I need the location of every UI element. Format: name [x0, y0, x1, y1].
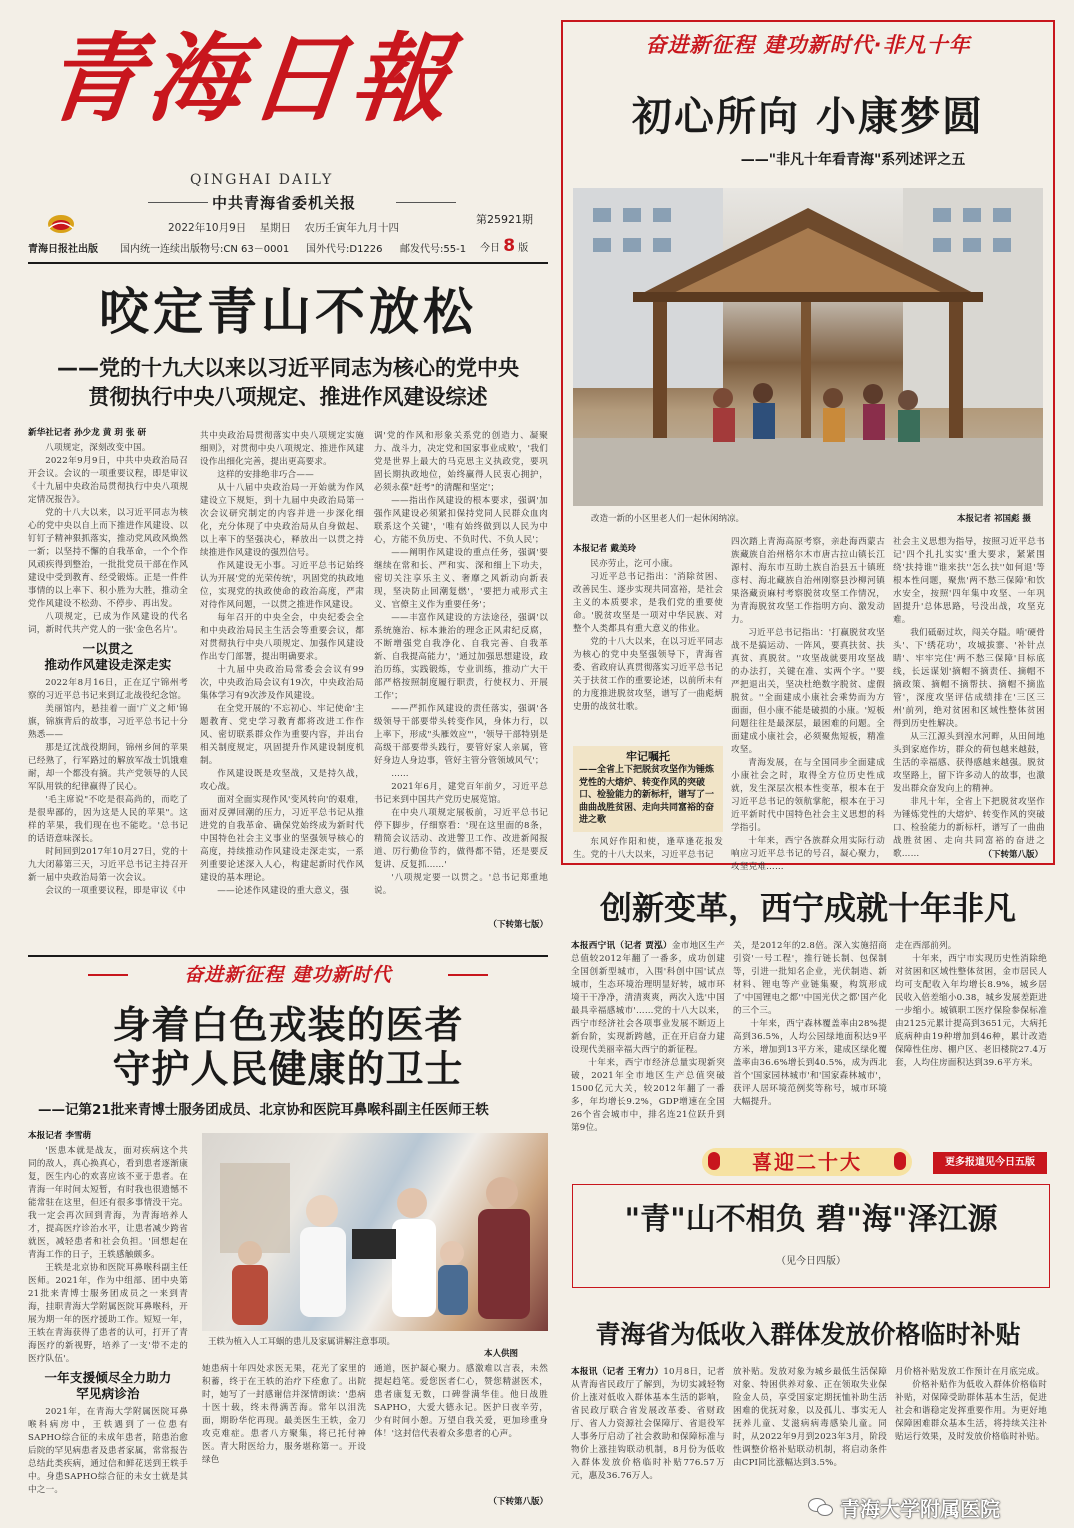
party-organ: 中共青海省委机关报: [212, 194, 357, 212]
doctor-subhead: ——记第21批来青博士服务团成员、北京协和医院耳鼻喉科副主任医师王轶: [38, 1102, 489, 1118]
watermark-text: 青海大学附属医院: [840, 1496, 1000, 1521]
doctor-section-title: 一年支援倾尽全力助力 罕见病诊治: [44, 1370, 172, 1401]
feature-subhead: ——"非凡十年看青海"系列述评之五: [740, 152, 966, 168]
feature-column-1b: 东风好作阳和使，逢草逢花报发生。党的十八大以来，习近平总书记: [573, 837, 723, 860]
doctor-banner-text: 奋进新征程 建功新时代: [128, 961, 448, 989]
doctor-column-1: '医患本就是战友，面对疾病这个共同的敌人，真心换真心，看到患者逐渐康复，医生内心的欢喜应该不亚于患者。在青海一年时间太短暂，有时我也很遗憾不能常驻在这里，但还有很多事情没干完。我一定会再次回到青海，为青海培养人才，提高医疗诊治水平，让患者减少跨省就医，减轻患者和社会负担。'回想起在青海工作的日子，王轶感触颇多。 王轶是北京协和医院耳鼻喉科副主任医师。2021年，作为中组部、团中央第21批来青博士服务团成员之一来到青海，挂职青海大学附属医院耳鼻喉科，开展为期一年的医疗援助工作。短短一年，王轶在青海获得了患者的认可，打开了青海医疗的新视野，培养了一支'带不走的医疗队伍'。 一年支援倾尽全力助力 罕见病诊治 2021年，在青海大学附属医院耳鼻喉科病房中，王轶遇到了一位患有SAPHO综合征的未成年患者，陪患治愈后院的罕见病患者及患者家属，常常报告总结此类疾病，通过信和鲜花送到王轶手中。身患SAPHO综合征的未女士就是其中之一。: [28, 1146, 188, 1495]
subsidy-column-1: 本报讯（记者 王宥力）10月8日，记者从青海省民政厅了解到，为切实减轻物价上涨对低收入群体基本生活的影响，省民政厅联合省发展改革委、省财政厅、省人力资源社会保障厅、省退役军人事务厅启动了社会救助和保障标准与物价上涨挂钩联动机制，8月份为低收入群体发放价格临时补贴776.57万元，惠及36.76万人。: [571, 1367, 725, 1481]
pull-quote-text: ——全省上下把脱贫攻坚作为锤炼党性的大熔炉、转变作风的突破口、检验能力的新标杆，谱写了一曲曲战胜贫困、走向共同富裕的奋进之歌: [579, 765, 715, 825]
lead-section-title: 一以贯之 推动作风建设走深走实: [44, 641, 172, 672]
doctor-column-2: 她患病十年四处求医无果，花光了家里的积蓄，终于在王轶的治疗下痊愈了。出院时，她写了一封感谢信并深情朗读：'患病十医十载，终未得满苦海。常年以泪洗面，期盼华佗再现。最美医生王轶，金刀攻克难症。患者八方聚集，将已托付神医。青大附医给力，服务堪称第一。开设绿色: [202, 1364, 366, 1465]
congress-box: [572, 1148, 1050, 1308]
feature-pull-quote: [573, 746, 723, 832]
pull-quote-title: 牢记嘱托: [626, 750, 670, 763]
doctor-byline: 本报记者 李雪萌: [28, 1131, 92, 1141]
feature-photo-scene: [573, 188, 1043, 506]
xining-article: [561, 880, 1055, 1180]
feature-continued: （下转第八版）: [983, 850, 1043, 860]
sun-emblem-icon: [46, 210, 76, 234]
feature-headline: 初心所向 小康梦圆: [632, 93, 984, 140]
subsidy-headline: 青海省为低收入群体发放价格临时补贴: [595, 1320, 1021, 1349]
feature-column-3: 社会主义思想为指导，按照习近平总书记'四个扎扎实实'重大要求，紧紧围绕'扶持谁''谁来扶''怎么扶''如何退'等根本性问题，聚焦'两不愁三保障'和饮水安全，按照'四年集中攻坚、一年巩固提升'总体思路，号没出战，攻坚克难。 我们砥砺过坎，闯关夺隘。啃'硬骨头'、下'绣花功'，攻城拔寨、'补针点睛'、牢牢完住'两不愁三保障'目标底线，长远谋划'摘帽不摘责任、摘帽不摘政策、摘帽不摘帮扶、摘帽不摘监管'，深度攻坚评估成绩排在'三区三州'前列，绝对贫困和区域性整体贫困得到历史性解决。 从三江源头到湟水河畔，从田间地头到家庭作坊，群众的荷包越来越鼓，生活的幸福感、获得感越来越强。脱贫攻坚路上，留下许多动人的故事，也激发出群众奋发向上的精神。 非凡十年，全省上下把脱贫攻坚作为锤炼党性的大熔炉、转变作风的突破口、检验能力的新标杆，谱写了一曲曲战胜贫困、走向共同富裕的奋进之歌……: [893, 537, 1045, 859]
lead-subhead-2: 贯彻执行中央八项规定、推进作风建设综述: [88, 385, 488, 409]
doctor-headline-1: 身着白色戎装的医者: [112, 1002, 464, 1047]
feature-banner: 奋进新征程 建功新时代·非凡十年: [645, 33, 971, 57]
congress-banner-text: 喜迎二十大: [752, 1150, 862, 1174]
lantern-right-icon: [894, 1152, 906, 1170]
lead-column-2: 共中央政治局贯彻落实中央八项规定实施细则》，对贯彻中央八项规定、推进作风建设作出细化完善，提出更高要求。 这样的安排绝非巧合—— 从十八届中央政治局一开始就为作风建设立下规矩，到十九届中央政治局第一次会议研究制定的内容并进一步深化细化，充分体现了中央政治局从自身做起、以上率下的坚强决心，释放出一以贯之持续推进作风建设的强烈信号。 作风建设无小事。习近平总书记始终认为开展'党的光荣传统'，巩固党的执政地位，实现党的执政使命的政治高度，严肃对待作风问题，一以贯之推进作风建设。 每年召开的中央全会，中央纪委会全和中央政治局民主生活会等重要会议，都对贯彻执行中央八项规定、加强作风建设作出专门部署，提出明确要求。 十九届中央政治局常委会会议有99次，中央政治局会议有19次，中央政治局集体学习有9次涉及作风建设。 在全党开展的'不忘初心、牢记使命'主题教育、党史学习教育都将改进工作作风、密切联系群众作为重要内容，并出台相关制度规定，巩固提升作风建设制度机制。 作风建设既是攻坚战，又是持久战，攻心战。 面对全面实现作风'变风转向'的艰难，面对反弹回潮的压力，习近平总书记从推进党的自我革命、确保党始终成为新时代中国特色社会主义事业的坚强领导核心的高度，持续推动作风建设走深走实，一系列重要论述深入人心，构建起新时代作风建设的基本理论。 ——论述作风建设的重大意义，强: [200, 431, 364, 896]
feature-column-1: 民亦劳止，汔可小康。 习近平总书记指出：'消除贫困、改善民生、逐步实现共同富裕，是社会主义的本质要求，是我们党的重要使命。'脱贫攻坚是一项对中华民族、对整个人类都具有重大意义的伟业。 党的十八大以来，在以习近平同志为核心的党中央坚强领导下，青海省委、省政府认真贯彻落实习近平总书记关于扶贫工作的重要论述，以前所未有的力度推进脱贫攻坚，谱写了一曲彪炳史册的战贫壮歌。: [573, 559, 723, 712]
issue-date: 2022年10月9日: [168, 222, 247, 234]
weekday: 星期日: [259, 222, 292, 234]
xining-headline: 创新变革，西宁成就十年非凡: [599, 889, 1016, 927]
feature-byline: 本报记者 戴美玲: [573, 544, 637, 554]
postal-code: 邮发代号:55-1: [400, 244, 467, 255]
serial-number: 国内统一连续出版物号:CN 63－0001: [120, 244, 290, 255]
subsidy-column-2: 放补贴。发放对象为城乡最低生活保障对象、特困供养对象、正在领取失业保险金人员，享受国家定期抚恤补助生活困难的优抚对象，以及孤儿、事实无人抚养儿童、艾滋病病毒感染儿童。同时，从2022年9月到2023年3月，阶段性调整价格补贴联动机制，将启动条件由CPI同比涨幅达到3.5%。: [733, 1367, 887, 1468]
date-line: [168, 220, 399, 235]
feature-photo-caption: 改造一新的小区里老人们一起休闲纳凉。: [591, 514, 745, 524]
xining-column-3: 走在西部前列。 十年来，西宁市实现历史性消除绝对贫困和区域性整体贫困，金市居民人均可支配收入年均增长8.9%，城乡居民收入倍差缩小0.38，城乡发展差距进一步缩小。城镇职工医疗保险参保标准由2125元累计提高到3651元，大病托底病种由19种增加到46种，累计改造保障性住房、棚户区、老旧楼院27.4万套，人均住房面积达到39.6平方米。: [895, 941, 1047, 1068]
doctor-continued: （下转第八版）: [488, 1497, 548, 1507]
publisher-logo: [46, 210, 76, 234]
doctor-photo-scene: [202, 1133, 548, 1331]
doctor-headline-2: 守护人民健康的卫士: [112, 1046, 464, 1091]
doctor-photo: [202, 1133, 548, 1331]
page-count-number: 8: [503, 236, 516, 256]
congress-headline: "青"山不相负 碧"海"泽江源: [624, 1202, 998, 1237]
issue-number: 第25921期: [476, 213, 533, 226]
page-count: 今日 8 版: [480, 236, 529, 256]
lead-column-3: 调'党的作风和形象关系党的创造力、凝聚力、战斗力，决定党和国家事业成败'，'我们党是世界上最大的马克思主义执政党，要巩固长期执政地位，始终赢得人民衷心拥护，必须永葆"赶考"的清醒和坚定'； ——指出作风建设的根本要求，强调'加强作风建设必须紧扣保持党同人民群众血肉联系这个关键'，'唯有始终做到以人民为中心，方能不负历史、不负时代、不负人民'； ——阐明作风建设的重点任务，强调'要继续在常和长、严和实、深和细上下功夫，密切关注享乐主义、奢靡之风新动向新表现，坚决防止回潮复燃'，'要把力戒形式主义、官僚主义作为重要任务'； ——丰富作风建设的方法途径，强调'以系统施治、标本兼治的理念正风肃纪反腐，不断增强党自我净化、自我完善、自我革新、自我提高能力'，'通过加强思想建设，政治历练，实践锻炼，专业训练，推动广大干部严格按照制度履行职责，行使权力、开展工作'； ——严抓作风建设的责任落实，强调'各级领导干部要带头转变作风，身体力行，以上率下，形成"头雁效应"'，'领导干部特别是高级干部要带头践行，要管好家人亲属，管好身边人身边事，管好主管分管领域风气'； …… 2021年6月，建党百年前夕，习近平总书记来到中国共产党历史展览馆。 在中央八项规定展板前，习近平总书记停下脚步，仔细察看：'现在这里面的8条，精简会议活动、改进警卫工作、改进新闻报道、厉行勤俭节约，做得都不错，还是要反复讲、反复抓……' '八项规定要一以贯之。'总书记郑重地说。: [374, 431, 548, 896]
lead-continued: （下转第七版）: [488, 920, 548, 930]
subsidy-byline: 本报讯（记者 王宥力）: [571, 1367, 664, 1377]
xining-column-2: 关，是2012年的2.8倍。深入实施招商引资'一号工程'，推行链长制、包保制等，引进一批知名企业，光伏制造、新材料、锂电等产业链集聚，构筑形成了'中国锂电之都''中国光伏之都'国产化的三个三。 十年来，西宁森林覆盖率由28%提高到36.5%，人均公园绿地面积达9平方米，增加到13平方米，建成区绿化覆盖率由36.6%增长到40.5%，成为西北首个'国家园林城市'和'国家森林城市'，获评人居环境范例奖等称号，城市环境大幅提升。: [733, 941, 887, 1107]
congress-banner: [702, 1148, 912, 1176]
english-name: QINGHAI DAILY: [190, 172, 334, 188]
feature-photo-credit: 本报记者 祁国彪 摄: [957, 514, 1031, 524]
lead-subhead-1: ——党的十九大以来以习近平同志为核心的党中央: [57, 356, 519, 380]
watermark: [808, 1492, 1000, 1522]
masthead-logo: 青海日報: [40, 22, 460, 135]
wechat-logo-icon: [808, 1496, 834, 1518]
info-bar: [28, 236, 548, 258]
subsidy-column-3: 月价格补贴发放工作预计在月底完成。 价格补贴作为低收入群体价格临时补贴，对保障受助群体基本生活，促进社会和谐稳定发挥重要作用。为更好地保障困难群众基本生活，将持续关注补贴运行效果，及时发放价格临时补贴。: [895, 1367, 1047, 1442]
lead-article: [28, 272, 548, 952]
doctor-banner: [88, 961, 488, 989]
doctor-photo-credit: 本人供图: [484, 1349, 519, 1359]
doctor-article: [28, 955, 548, 1521]
masthead: [28, 14, 548, 264]
feature-photo: [573, 188, 1043, 506]
lead-column-1: 八项规定，深刻改变中国。 2022年9月9日，中共中央政治局召开会议。会议的一项重要议程，即是审议《十九届中央政治局贯彻执行中央八项规定情况报告》。 党的十八大以来，以习近平同志为核心的党中央以自上而下推进作风建设、以钉钉子精神狠抓落实，推动党风政风焕然一新；以坚持不懈的自我革命，一个个作风顽疾得到整治，一批批党员干部在作风建设中受到教育、经受锻炼。正是一件件事情的以上率下、积小胜为大胜，推动全党作风建设不松劲、不停步、再出发。 八项规定，已成为作风建设的代名词，新时代共产党人的一张'金色名片'。 一以贯之 推动作风建设走深走实 2022年8月16日，正在辽宁锦州考察的习近平总书记来到辽北战役纪念馆。 美丽馆内，悬挂着一面'广义之师'锦旗，锦旗背后的故事，习近平总书记十分熟悉—— 那是辽沈战役期间，锦州乡间的苹果已经熟了，行军路过的解放军战士饥饿难耐，却一个都没有摘。共产党领导的人民军队用铁的纪律赢得了民心。 '毛主席说"不吃是很高尚的，而吃了是很卑鄙的，因为这是人民的苹果"。这样的苹果，我们现在也不能吃。'总书记的话语意味深长。 时间回到2017年10月27日，党的十九大闭幕第三天，习近平总书记主持召开新一届中央政治局第一次会议。 会议的一项重要议程，即是审议《中: [28, 443, 188, 896]
lead-byline: 新华社记者 孙少龙 黄 玥 张 研: [28, 428, 147, 438]
congress-see-page: （见今日四版）: [776, 1256, 846, 1267]
feature-column-2: 四次踏上青海高原考察，亲赴海西蒙古族藏族自治州格尔木市唐古拉山镇长江源村、海东市互助土族自治县五十镇班彦村、海北藏族自治州刚察县沙柳河镇果洛藏贡麻村考察脱贫攻坚工作情况，为青海脱贫攻坚工作指明方向、激发动力。 习近平总书记指出：'打赢脱贫攻坚战不是搞运动、一阵风，要真扶贫、扶真贫、真脱贫。''攻坚战就要用攻坚战的办法打，关键在准、实两个字。''要严把退出关，坚决杜绝数字脱贫、虚假脱贫。''全面建成小康社会乘势而为方面面，但小康不能是破损的小康。'短板问题往往是最深层，最困难的问题。全面建成小康社会，必须聚焦短板，精准攻坚。 青海发展，在与全国同步全面建成小康社会之时，取得全方位历史性成就，发生深层次根本性变革，根本在于习近平总书记的领航掌舵，根本在于习近平新时代中国特色社会主义思想的科学指引。 十年来，西宁各族群众用实际行动响应习近平总书记的号召，凝心聚力，攻坚克难……: [731, 537, 885, 872]
feature-box: [561, 20, 1055, 872]
more-reports-button[interactable]: 更多报道见今日五版: [933, 1152, 1047, 1174]
xining-byline: 本报西宁讯（记者 贾泓）: [571, 941, 672, 951]
xining-column-1: 本报西宁讯（记者 贾泓）金市地区生产总值较2012年翻了一番多，成功创建全国创新型城市，入围'科创中国'试点城市，生态环境治理明显好转，城市环境干干净净，清清爽爽，两次入选'中国最具幸福感城市'……党的十八大以来，西宁市经济社会各项事业发展不断迈上新台阶，实现新跨越，正在开启奋力建设现代美丽幸福大西宁的新征程。 十年来，西宁市经济总量实现新突破，2021年全市地区生产总值突破1500亿元大关，较2012年翻了一番多，年均增长9.2%，GDP增速在全国26个省会城市中，排名连21位跃升到第9位。: [571, 941, 725, 1133]
lead-headline: 咬定青山不放松: [99, 282, 477, 341]
doctor-photo-caption: 王轶为植入人工耳蜗的患儿及家属讲解注意事项。: [208, 1337, 396, 1347]
publisher: 青海日报社出版: [28, 244, 98, 255]
lunar-date: 农历壬寅年九月十四: [304, 222, 399, 234]
doctor-column-3: 通道，医护凝心聚力。感激难以言表，未然提起趋笔。爱您医者仁心，赞您精湛医术，患者康复无数，口碑誉满华佳。他日战胜SAPHO，大爱大德永记。医护日夜辛劳，少有时间小憩。万望自我关爱，更加珍重身体！'这封信代表着众多患者的心声。: [374, 1364, 548, 1439]
organ-line: [148, 192, 468, 212]
overseas-code: 国外代号:D1226: [306, 244, 383, 255]
subsidy-article: [561, 1310, 1055, 1522]
